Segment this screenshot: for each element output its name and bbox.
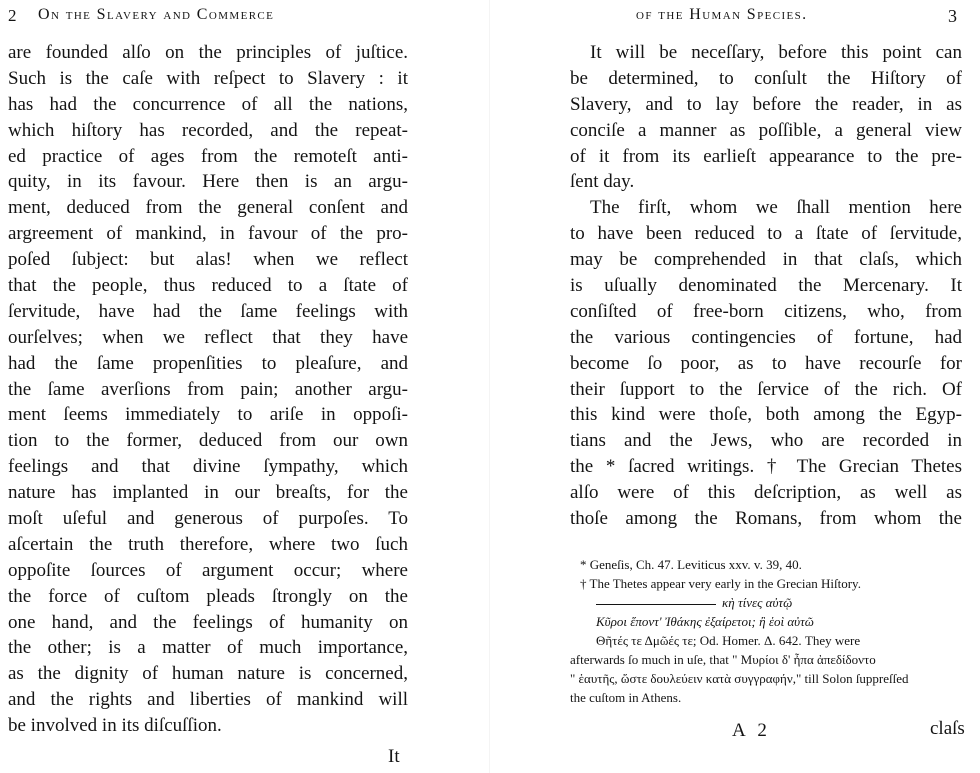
text-line: argreement of mankind, in favour of the pro- xyxy=(8,223,408,245)
text-line: ment ſeems immediately to ariſe in oppoſi- xyxy=(8,404,408,426)
text-line: the other; is a matter of much importance, xyxy=(8,637,408,659)
footnote: " ἑαυτῆς, ὥστε δουλεύειν κατὰ συγγραφήν," till Solon ſuppreſſed xyxy=(570,671,909,686)
text-line: be determined, to conſult the Hiſtory of xyxy=(570,67,962,89)
text-line: that the people, thus reduced to a ſtate of xyxy=(8,275,408,297)
left-body-text xyxy=(8,40,408,739)
left-page-number: 2 xyxy=(8,6,18,25)
text-line: The firſt, whom we ſhall mention here xyxy=(590,197,962,219)
right-page xyxy=(490,0,980,773)
text-line: the ſame averſions from pain; another argu- xyxy=(8,378,408,400)
text-line: quity, in its favour. Here then is an argu- xyxy=(8,171,408,193)
text-line: alſo were of this deſcription, as well as xyxy=(570,482,962,504)
text-line: is uſually denominated the Mercenary. It xyxy=(570,275,962,297)
text-line: nature has implanted in our breaſts, for the xyxy=(8,482,408,504)
verse-rule xyxy=(596,604,716,605)
text-line: of it from its earlieſt appearance to the pre- xyxy=(570,145,962,167)
text-line: conciſe a manner as poſſible, a general view xyxy=(570,119,962,141)
text-line: be involved in its diſcuſſion. xyxy=(8,715,222,737)
text-line: become ſo poor, as to have recourſe for xyxy=(570,352,962,374)
footnote-verse xyxy=(570,593,962,612)
text-line: ed practice of ages from the remoteſt anti- xyxy=(8,145,408,167)
text-line: to have been reduced to a ſtate of ſervitude, xyxy=(570,223,962,245)
right-body-text xyxy=(570,40,962,532)
left-catchword: It xyxy=(388,746,400,767)
text-line: may be comprehended in that claſs, which xyxy=(570,249,962,271)
text-line: thoſe among the Romans, from whom the xyxy=(570,508,962,530)
text-line: are founded alſo on the principles of juſtice. xyxy=(8,42,408,63)
footnote: the cuſtom in Athens. xyxy=(570,690,682,705)
text-line: ſervitude, have had the ſame feelings with xyxy=(8,300,408,322)
text-line: tians and the Jews, who are recorded in xyxy=(570,430,962,452)
text-line: aſcertain the truth therefore, where two ſuch xyxy=(8,533,408,555)
text-line: had the ſame propenſities to pleaſure, and xyxy=(8,352,408,374)
footnote: † The Thetes appear very early in the Grecian Hiſtory. xyxy=(580,576,861,591)
text-line: ment, deduced from the general conſent and xyxy=(8,197,408,219)
footnotes xyxy=(570,555,962,707)
text-line: oppoſite ſources of argument occur; where xyxy=(8,559,408,581)
text-line: one hand, and the feelings of humanity on xyxy=(8,611,408,633)
text-line: the * ſacred writings. † The Grecian Thetes xyxy=(570,456,962,478)
text-line: ourſelves; when we reflect that they have xyxy=(8,326,408,348)
footnote-verse: Θῆτές τε Δμῶές τε; Od. Homer. Δ. 642. They were xyxy=(596,633,861,648)
text-line: tion to the former, deduced from our own xyxy=(8,430,408,452)
text-line: the force of cuſtom pleads ſtrongly on the xyxy=(8,585,408,607)
right-page-number: 3 xyxy=(948,6,959,26)
right-running-head: of the Human Species. xyxy=(636,6,808,23)
text-line: Slavery, and to lay before the reader, in as xyxy=(570,93,962,115)
greek-text: κὴ τίνες αὐτῷ xyxy=(722,595,793,610)
text-line: has had the concurrence of all the nations, xyxy=(8,93,408,115)
right-catchword: claſs xyxy=(930,718,965,739)
text-line: the various contingencies of fortune, had xyxy=(570,326,962,348)
text-line: Such is the caſe with reſpect to Slavery : it xyxy=(8,67,408,89)
text-line: moſt uſeful and generous of purpoſes. To xyxy=(8,508,408,530)
text-line: as the dignity of human nature is concerned, xyxy=(8,663,408,685)
text-line: feelings and that divine ſympathy, which xyxy=(8,456,408,478)
text-line: which hiſtory has recorded, and the repeat- xyxy=(8,119,408,141)
text-line: their ſupport to the ſervice of the rich. Of xyxy=(570,378,962,400)
footnote: afterwards ſo much in uſe, that " Μυρίοι δ' ἦπα ἀπεδίδοντο xyxy=(570,652,876,667)
footnote-verse: Κῦροι ἕποντ' Ἰθάκης ἐξαίρετοι; ἢ ἑοὶ αὐτῶ xyxy=(596,614,814,629)
text-line: It will be neceſſary, before this point can xyxy=(590,42,962,63)
footnote: * Geneſis, Ch. 47. Leviticus xxv. v. 39, 40. xyxy=(580,557,802,572)
left-running-head: On the Slavery and Commerce xyxy=(38,6,275,23)
text-line: ſent day. xyxy=(570,171,635,193)
text-line: poſed ſubject: but alas! when we reflect xyxy=(8,249,408,271)
text-line: and the rights and liberties of mankind will xyxy=(8,689,408,711)
signature-mark: A 2 xyxy=(732,720,771,741)
text-line: this kind were thoſe, both among the Egyp- xyxy=(570,404,962,426)
text-line: conſiſted of free-born citizens, who, from xyxy=(570,300,962,322)
